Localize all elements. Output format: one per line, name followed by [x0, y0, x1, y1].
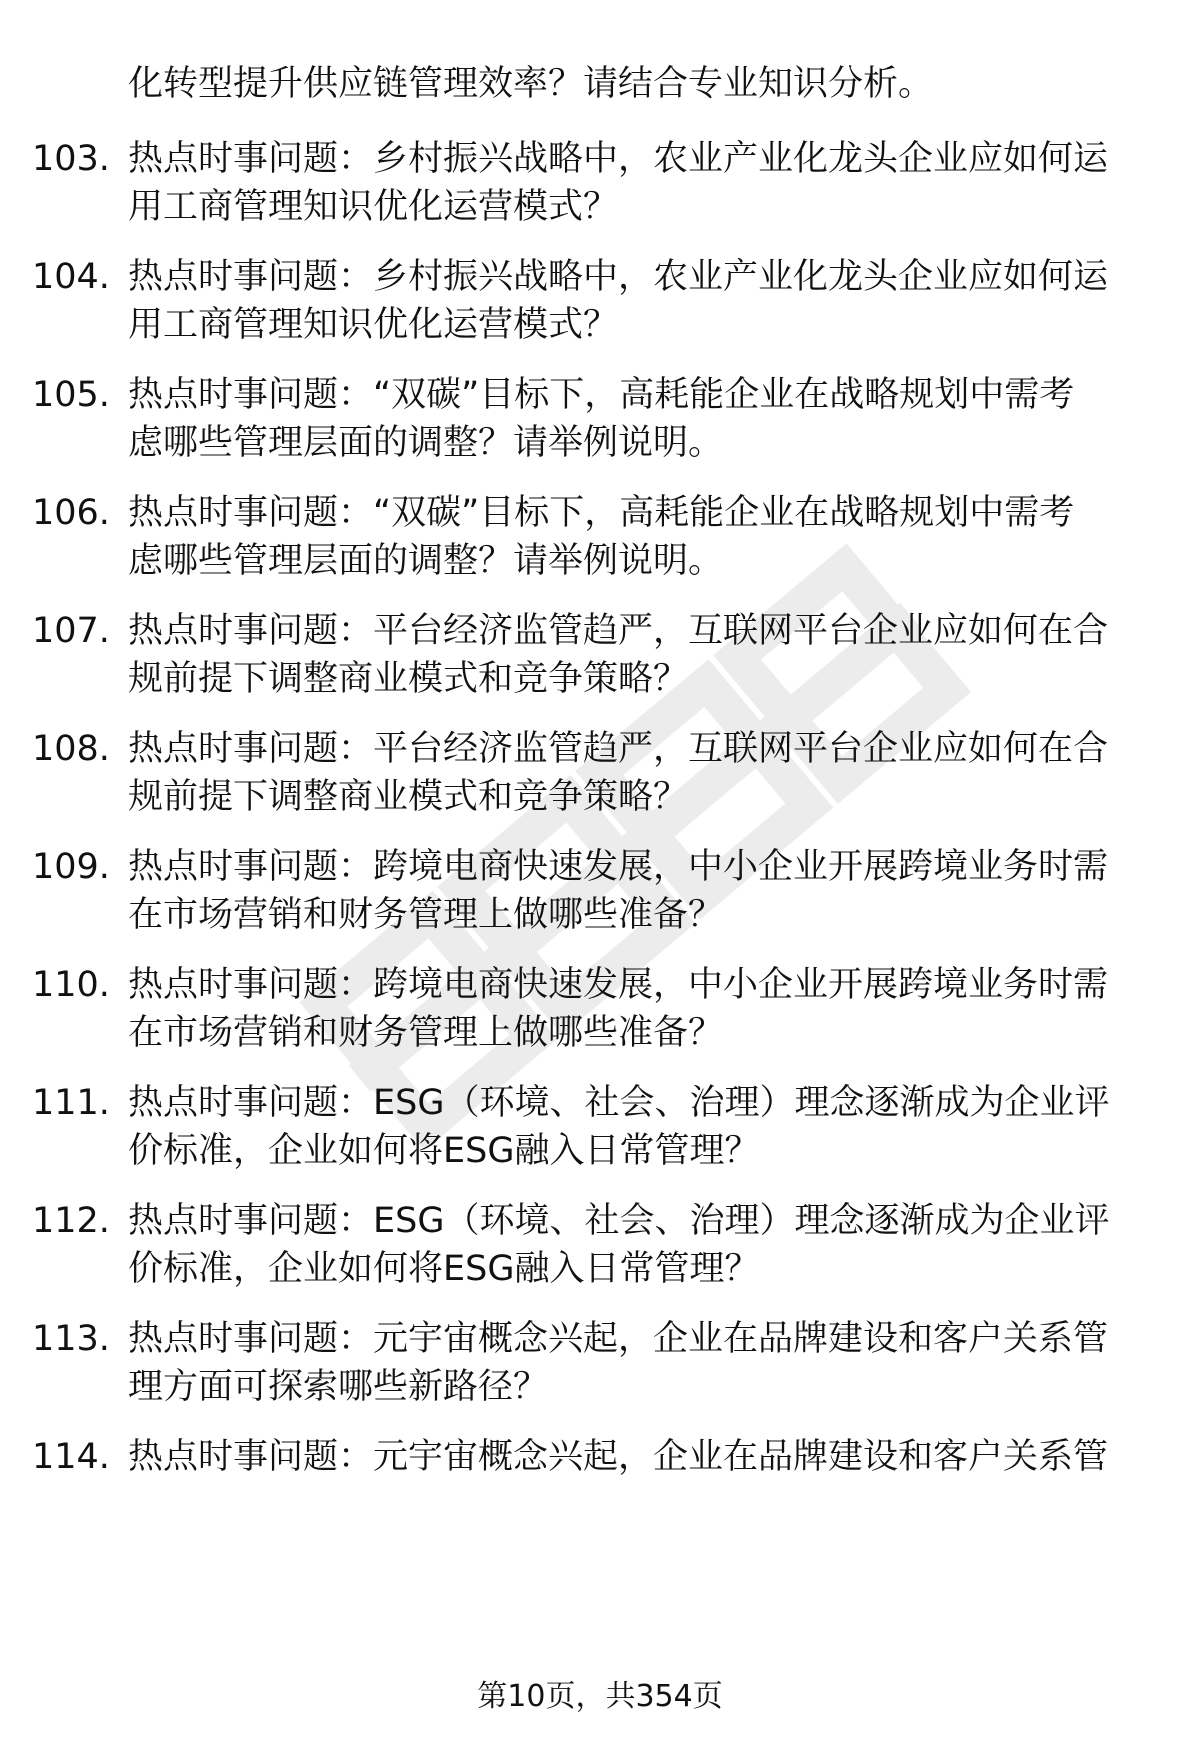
question-item	[0, 607, 1200, 717]
question-item	[0, 135, 1200, 245]
question-item	[0, 1433, 1200, 1543]
question-number: 110.	[32, 965, 110, 1005]
question-number: 108.	[32, 729, 110, 769]
question-text-line2: 虑哪些管理层面的调整？请举例说明。	[128, 541, 724, 581]
question-number: 111.	[32, 1083, 110, 1123]
question-item	[0, 725, 1200, 835]
question-text-line2: 用工商管理知识优化运营模式？	[128, 187, 619, 227]
question-text-line1: 热点时事问题：跨境电商快速发展，中小企业开展跨境业务时需	[128, 847, 1109, 887]
question-item	[0, 1079, 1200, 1189]
question-number: 103.	[32, 139, 110, 179]
question-text-line1: 热点时事问题：ESG（环境、社会、治理）理念逐渐成为企业评	[128, 1083, 1110, 1123]
question-text-line2: 用工商管理知识优化运营模式？	[128, 305, 619, 345]
question-text-line1: 热点时事问题：“双碳”目标下，高耗能企业在战略规划中需考	[128, 493, 1075, 533]
question-number: 112.	[32, 1201, 110, 1241]
question-text-line1: 热点时事问题：平台经济监管趋严，互联网平台企业应如何在合	[128, 611, 1109, 651]
question-text-line2: 理方面可探索哪些新路径？	[128, 1367, 549, 1407]
question-text-line2: 在市场营销和财务管理上做哪些准备？	[128, 1013, 724, 1053]
question-text-line1: 热点时事问题：平台经济监管趋严，互联网平台企业应如何在合	[128, 729, 1109, 769]
question-text-line2: 规前提下调整商业模式和竞争策略？	[128, 659, 689, 699]
question-number: 113.	[32, 1319, 110, 1359]
page-footer: 第10页，共354页	[477, 1679, 723, 1714]
question-text-line2: 规前提下调整商业模式和竞争策略？	[128, 777, 689, 817]
question-item	[0, 1197, 1200, 1307]
question-text-line1: 热点时事问题：“双碳”目标下，高耗能企业在战略规划中需考	[128, 375, 1075, 415]
question-text-line1: 热点时事问题：跨境电商快速发展，中小企业开展跨境业务时需	[128, 965, 1109, 1005]
question-text-line1: 热点时事问题：乡村振兴战略中，农业产业化龙头企业应如何运	[128, 139, 1109, 179]
question-text-line2: 在市场营销和财务管理上做哪些准备？	[128, 895, 724, 935]
question-number: 109.	[32, 847, 110, 887]
question-number: 105.	[32, 375, 110, 415]
question-text-line1: 热点时事问题：元宇宙概念兴起，企业在品牌建设和客户关系管	[128, 1437, 1109, 1477]
continuation-text: 化转型提升供应链管理效率？请结合专业知识分析。	[128, 64, 934, 104]
question-number: 106.	[32, 493, 110, 533]
question-text-line2: 价标准，企业如何将ESG融入日常管理？	[128, 1249, 760, 1289]
question-item	[0, 253, 1200, 363]
question-text-line1: 热点时事问题：ESG（环境、社会、治理）理念逐渐成为企业评	[128, 1201, 1110, 1241]
question-text-line2: 价标准，企业如何将ESG融入日常管理？	[128, 1131, 760, 1171]
question-text-line1: 热点时事问题：元宇宙概念兴起，企业在品牌建设和客户关系管	[128, 1319, 1109, 1359]
question-number: 107.	[32, 611, 110, 651]
question-item	[0, 1315, 1200, 1425]
question-item	[0, 371, 1200, 481]
question-item	[0, 961, 1200, 1071]
question-number: 114.	[32, 1437, 110, 1477]
question-item	[0, 843, 1200, 953]
question-number: 104.	[32, 257, 110, 297]
question-text-line1: 热点时事问题：乡村振兴战略中，农业产业化龙头企业应如何运	[128, 257, 1109, 297]
question-text-line2: 虑哪些管理层面的调整？请举例说明。	[128, 423, 724, 463]
question-item	[0, 489, 1200, 599]
